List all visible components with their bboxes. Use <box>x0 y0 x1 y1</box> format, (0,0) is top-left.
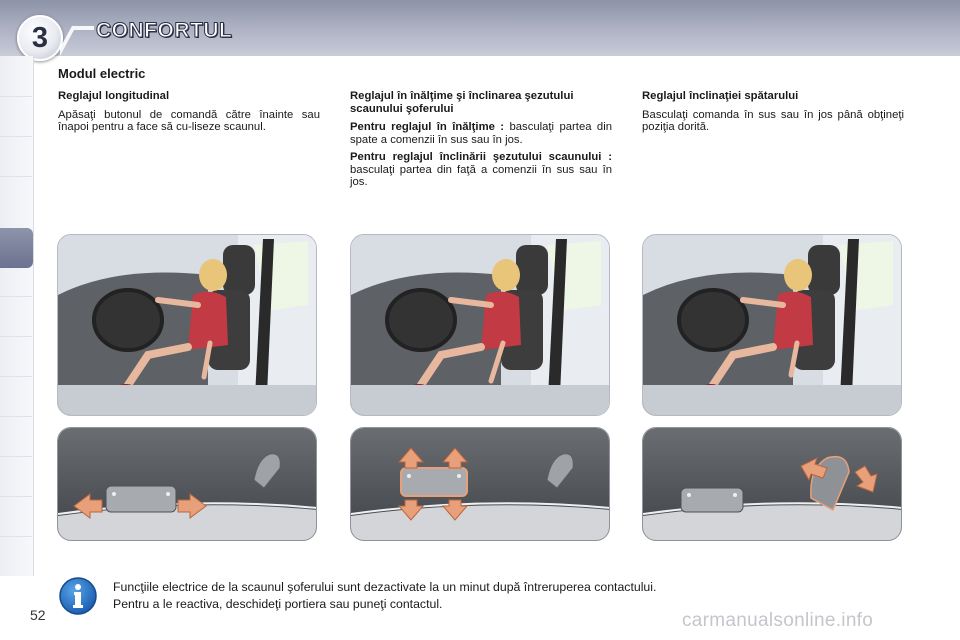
item-label: Pentru reglajul în înălţime : <box>350 121 505 133</box>
column-heading: Reglajul înclinaţiei spătarului <box>642 90 799 102</box>
info-note <box>113 579 656 613</box>
info-icon <box>58 576 98 616</box>
chapter-number-badge: 3 <box>17 15 63 61</box>
section-title: Modul electric <box>58 66 146 81</box>
chapter-tab[interactable] <box>0 336 32 376</box>
chapter-tab[interactable] <box>0 296 32 336</box>
chapter-tab[interactable] <box>0 456 32 496</box>
chapter-tab[interactable] <box>0 376 32 416</box>
item-label: Pentru reglajul înclinării şezutului scaunului : <box>350 151 612 163</box>
page-number: 52 <box>30 607 46 623</box>
item-text: basculaţi partea din spate a comenzii în sus sau în jos. <box>350 121 612 146</box>
longitudinal-adjust-column <box>58 90 320 139</box>
watermark: carmanualsonline.info <box>682 610 874 631</box>
control-panel-backrest <box>642 427 902 541</box>
chapter-tab[interactable] <box>0 136 32 176</box>
column-heading: Reglajul longitudinal <box>58 90 170 102</box>
header-notch <box>60 26 94 56</box>
seat-photo-longitudinal <box>57 234 317 416</box>
chapter-tab[interactable] <box>0 496 32 536</box>
seat-photo-backrest <box>642 234 902 416</box>
column-body: Apăsaţi butonul de comandă către înainte sau înapoi pentru a face să cu-liseze scaunul. <box>58 108 320 133</box>
control-panel-longitudinal <box>57 427 317 541</box>
info-line: Funcţiile electrice de la scaunul şoferului sunt dezactivate la un minut după întreruperea contactului. <box>113 580 657 594</box>
item-text: basculaţi partea din faţă a comenzii în sus sau în jos. <box>350 163 612 188</box>
column-heading: Reglajul în înălţime şi înclinarea şezutului scaunului şoferului <box>350 90 574 115</box>
chapter-tab-active[interactable] <box>0 228 33 268</box>
chapter-tab[interactable] <box>0 176 32 216</box>
chapter-tab-strip <box>0 56 34 576</box>
column-body: Basculaţi comanda în sus sau în jos până obţineţi poziţia dorită. <box>642 108 904 133</box>
chapter-title: CONFORTUL <box>96 19 233 42</box>
control-panel-height <box>350 427 610 541</box>
height-tilt-adjust-column <box>350 90 612 194</box>
chapter-tab[interactable] <box>0 416 32 456</box>
chapter-tab[interactable] <box>0 536 32 576</box>
backrest-adjust-column <box>642 90 904 139</box>
info-line: Pentru a le reactiva, deschideţi portiera sau puneţi contactul. <box>113 597 443 611</box>
column-item <box>350 121 612 146</box>
chapter-tab[interactable] <box>0 96 32 136</box>
seat-photo-height <box>350 234 610 416</box>
column-item <box>350 151 612 189</box>
